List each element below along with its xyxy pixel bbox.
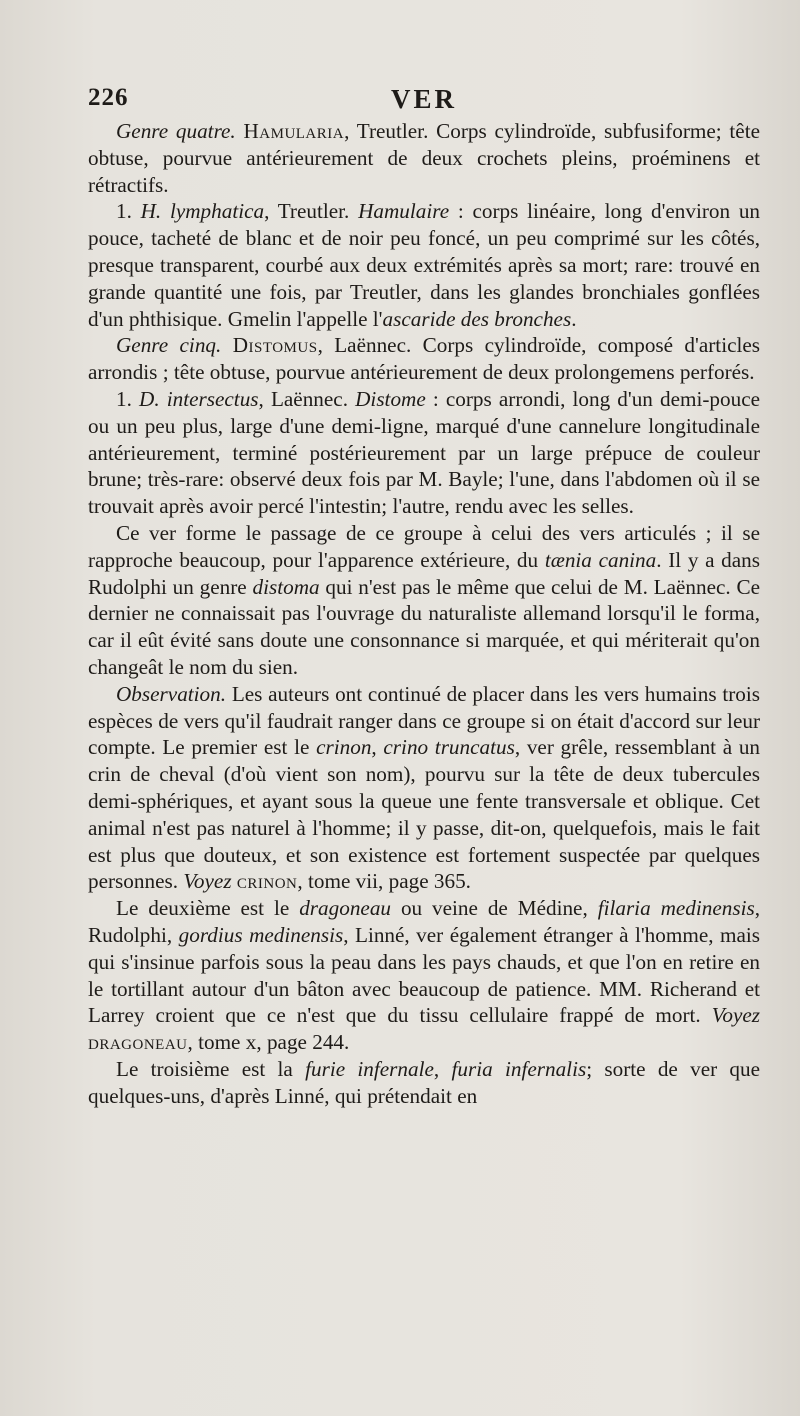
voyez-label: Voyez bbox=[183, 869, 232, 894]
paragraph-text: ; sorte de ver que quelques-uns, d'après Linné, qui prétendait en bbox=[88, 1056, 761, 1108]
genre-label: Genre quatre. bbox=[116, 119, 236, 143]
paragraph-text: , bbox=[433, 1056, 440, 1081]
genus-name: Distomus bbox=[232, 333, 318, 358]
voyez-label: Voyez bbox=[711, 1003, 761, 1028]
paragraph-text: , tome vii, page 365. bbox=[297, 869, 471, 894]
paragraph-text: qui n'est pas le même que celui de M. Laënnec. Ce dernier ne connaissait pas l'ouvrage du naturaliste allemand lorsqu'il le forma, car il eût évité sans doute une consonnance si marquée, et qui mériterait qu'on changeât le nom du sien. bbox=[88, 574, 761, 679]
genre-label: Genre cinq. bbox=[116, 333, 222, 358]
french-name: Distome bbox=[355, 386, 426, 411]
paragraph-troisieme bbox=[88, 1056, 760, 1110]
italic-term: gordius medinensis bbox=[178, 922, 344, 947]
paragraph-observation bbox=[88, 681, 760, 895]
paragraph-text: Le deuxième est le bbox=[116, 896, 290, 921]
page-body bbox=[88, 118, 760, 1109]
paragraph-ce-ver bbox=[88, 520, 760, 681]
paragraph-h-lymphatica bbox=[88, 198, 760, 332]
paragraph-text: , Rudolphi, bbox=[88, 896, 761, 947]
running-title: VER bbox=[390, 84, 457, 114]
species-name: D. intersectus bbox=[139, 386, 259, 411]
italic-term: ascaride des bronches bbox=[382, 306, 572, 331]
paragraph-text: , Laënnec. bbox=[258, 386, 348, 411]
paragraph-d-intersectus bbox=[88, 386, 760, 520]
observation-label: Observation. bbox=[116, 681, 227, 706]
genus-name: Hamularia bbox=[243, 119, 345, 143]
cross-reference: crinon bbox=[236, 869, 298, 894]
italic-term: crinon bbox=[316, 735, 372, 760]
paragraph-text: , bbox=[371, 735, 377, 760]
french-name: Hamulaire bbox=[358, 199, 450, 224]
paragraph-text: . Il y a dans Rudolphi un genre bbox=[88, 547, 761, 599]
italic-term: distoma bbox=[252, 574, 320, 599]
italic-term: furie infernale bbox=[305, 1056, 434, 1081]
italic-term: dragoneau bbox=[299, 896, 392, 921]
paragraph-deuxieme bbox=[88, 895, 760, 1056]
italic-term: crino truncatus bbox=[383, 735, 515, 760]
paragraph-text: . bbox=[571, 306, 577, 331]
paragraph-text: ou veine de Médine, bbox=[400, 896, 588, 921]
paragraph-text: Le troisième est la bbox=[116, 1056, 293, 1081]
paragraph-genre-quatre bbox=[88, 118, 760, 198]
paragraph-text: , Treutler. Corps cylindroïde, subfusiforme; tête obtuse, pourvue antérieurement de deux crochets pleins, proéminens et rétractifs. bbox=[88, 119, 760, 197]
species-name: H. lymphatica bbox=[140, 199, 265, 224]
page-header bbox=[88, 84, 760, 120]
paragraph-text: , Treutler. bbox=[264, 199, 350, 224]
paragraph-text: , Linné, ver également étranger à l'homme, mais qui s'insinue parfois sous la peau dans les pays chauds, et que l'on en retire en le tortillant autour d'un bâton avec beaucoup de patience. MM. Richerand et Larrey croient que ce n'est que du tissu cellulaire frappé de mort. bbox=[88, 922, 760, 1028]
entry-number: 1. bbox=[116, 199, 132, 224]
page-number: 226 bbox=[88, 84, 129, 111]
paragraph-text: , ver grêle, ressemblant à un crin de cheval (d'où vient son nom), pourvu sur la tête de deux tubercules demi-sphériques, et ayant sous la queue une fente transversale et oblique. Cet animal n'est pas naturel à l'homme; il y passe, dit-on, quelquefois, mais le fait est plus que douteux, et son existence est fortement suspectée par quelques personnes. bbox=[88, 735, 761, 894]
paragraph-genre-cinq bbox=[88, 332, 760, 386]
paragraph-text: , tome x, page 244. bbox=[187, 1030, 350, 1055]
paragraph-text: Ce ver forme le passage de ce groupe à celui des vers articulés ; il se rapproche beaucoup, pour l'apparence extérieure, du bbox=[88, 520, 760, 572]
italic-term: furia infernalis bbox=[451, 1056, 587, 1081]
italic-term: filaria medinensis bbox=[597, 896, 755, 921]
paragraph-text: , Laënnec. Corps cylindroïde, composé d'articles arrondis ; tête obtuse, pourvue antérieurement de deux prolongemens perforés. bbox=[88, 333, 761, 385]
paragraph-text: : corps linéaire, long d'environ un pouce, tacheté de blanc et de noir peu foncé, un peu comprimé sur les côtés, presque transparent, courbé aux deux extrémités après sa mort; rare: trouvé en grande quantité une fois, par Treutler, dans les glandes bronchiales gonflées d'un phthisique. Gmelin l'appelle l' bbox=[88, 199, 761, 331]
entry-number: 1. bbox=[116, 386, 132, 411]
paragraph-text: : corps arrondi, long d'un demi-pouce ou un peu plus, large d'une demi-ligne, marqué d'une cannelure longitudinale antérieurement, terminé postérieurement par un large prépuce de couleur brune; très-rare: observé deux fois par M. Bayle; l'une, dans l'abdomen où il se trouvait après avoir percé l'intestin; l'autre, rendu avec les selles. bbox=[88, 386, 761, 519]
italic-term: tænia canina bbox=[544, 547, 657, 572]
cross-reference: dragoneau bbox=[88, 1030, 188, 1055]
paragraph-text: Les auteurs ont continué de placer dans les vers humains trois espèces de vers qu'il faudrait ranger dans ce groupe si on était d'accord sur leur compte. Le premier est le bbox=[88, 681, 761, 760]
